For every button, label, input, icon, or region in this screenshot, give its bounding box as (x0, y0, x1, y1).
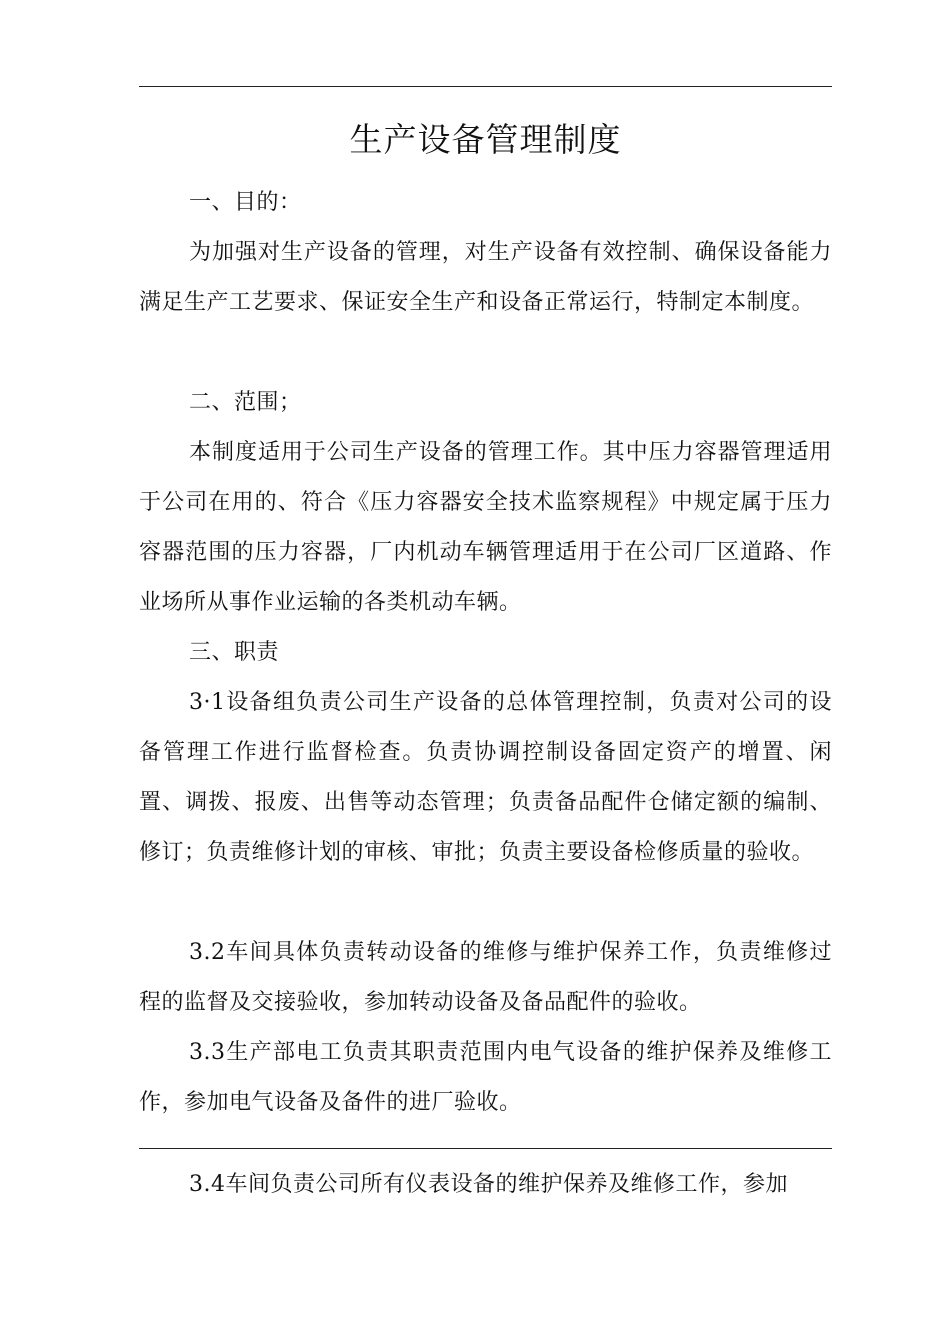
section-heading-scope: 二、范围； (189, 390, 302, 415)
page-top-rule (139, 86, 832, 87)
paragraph-purpose: 为加强对生产设备的管理，对生产设备有效控制、确保设备能力满足生产工艺要求、保证安全生产和设备正常运行，特制定本制度。 (139, 240, 832, 315)
document-title: 生产设备管理制度 (349, 120, 622, 159)
section-heading-responsibilities: 三、职责 (189, 640, 280, 665)
section-heading-purpose: 一、目的： (189, 190, 302, 215)
paragraph-scope: 本制度适用于公司生产设备的管理工作。其中压力容器管理适用于公司在用的、符合《压力容器安全技术监察规程》中规定属于压力容器范围的压力容器，厂内机动车辆管理适用于在公司厂区道路、作业场所从事作业运输的各类机动车辆。 (139, 440, 832, 615)
paragraph-responsibility-3-2: 3.2车间具体负责转动设备的维修与维护保养工作，负责维修过程的监督及交接验收，参加转动设备及备品配件的验收。 (139, 940, 832, 1015)
paragraph-responsibility-3-4: 3.4车间负责公司所有仪表设备的维护保养及维修工作，参加 (189, 1172, 788, 1197)
paragraph-responsibility-3-3: 3.3生产部电工负责其职责范围内电气设备的维护保养及维修工作，参加电气设备及备件的进厂验收。 (139, 1040, 832, 1115)
paragraph-responsibility-3-1: 3·1设备组负责公司生产设备的总体管理控制，负责对公司的设备管理工作进行监督检查。负责协调控制设备固定资产的增置、闲置、调拨、报废、出售等动态管理；负责备品配件仓储定额的编制、修订；负责维修计划的审核、审批；负责主要设备检修质量的验收。 (139, 690, 832, 865)
page-break-rule (139, 1148, 832, 1149)
